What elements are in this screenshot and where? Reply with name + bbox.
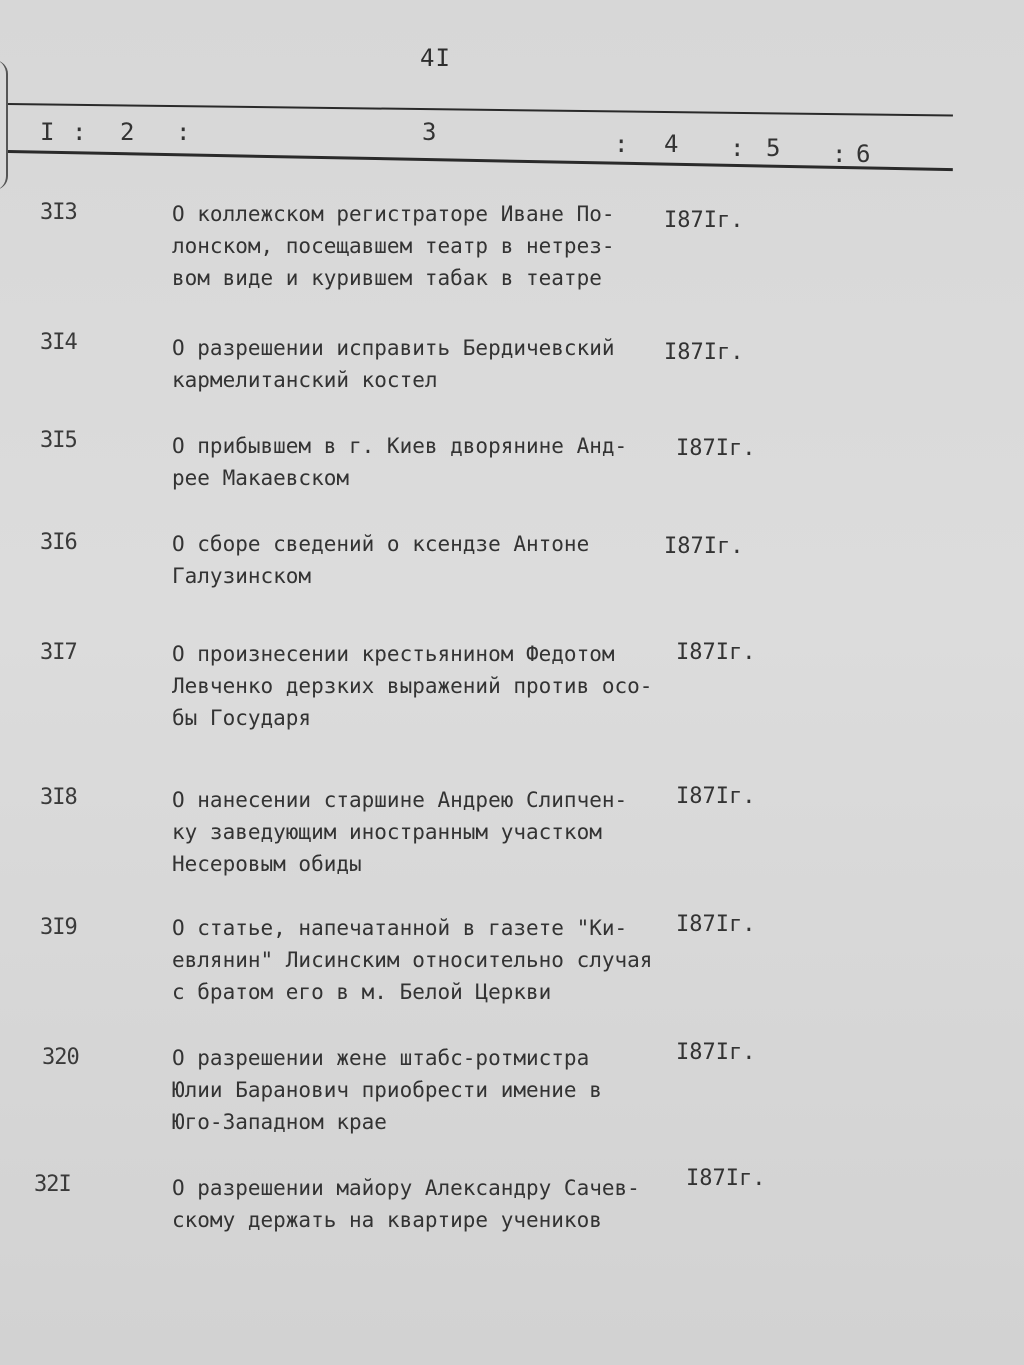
page-number: 4I xyxy=(420,44,451,72)
entry-title-line: О статье, напечатанной в газете "Ки- xyxy=(172,916,628,940)
column-separator: : xyxy=(176,118,191,146)
entry-number: 32I xyxy=(34,1172,71,1197)
entry-title-line: лонском, посещавшем театр в нетрез- xyxy=(172,234,615,258)
entry-title-line: Левченко дерзких выражений против осо- xyxy=(172,674,653,698)
entry-year: I87Iг. xyxy=(664,340,744,365)
entry-year: I87Iг. xyxy=(676,436,756,461)
column-header-2: 2 xyxy=(120,118,135,146)
entry-number: 3I5 xyxy=(40,428,77,453)
margin-curve xyxy=(0,60,8,190)
entry-number: 3I3 xyxy=(40,200,77,225)
entry-title xyxy=(172,912,672,1008)
entry-title-line: О разрешении жене штабс-ротмистра xyxy=(172,1046,590,1070)
entry-title-line: О разрешении майору Александру Сачев- xyxy=(172,1176,640,1200)
column-header-3: 3 xyxy=(422,118,437,146)
entry-number: 320 xyxy=(42,1045,79,1070)
entry-title-line: рее Макаевском xyxy=(172,466,350,490)
entry-title-line: Юлии Баранович приобрести имение в xyxy=(172,1078,602,1102)
entry-number: 3I7 xyxy=(40,640,77,665)
entry-title-line: ку заведующим иностранным участком xyxy=(172,820,602,844)
column-separator: : xyxy=(614,130,629,158)
entry-title-line: Юго-Западном крае xyxy=(172,1110,387,1134)
entry-title-line: кармелитанский костел xyxy=(172,368,438,392)
entry-title-line: вом виде и курившем табак в театре xyxy=(172,266,602,290)
entry-number: 3I4 xyxy=(40,330,77,355)
column-header-6: 6 xyxy=(856,140,871,168)
entry-title xyxy=(172,1172,672,1236)
entry-title xyxy=(172,1042,672,1138)
entry-title-line: О разрешении исправить Бердичевский xyxy=(172,336,615,360)
header-bottom-rule xyxy=(8,150,953,171)
entry-title-line: с братом его в м. Белой Церкви xyxy=(172,980,552,1004)
entry-title-line: О коллежском регистраторе Иване По- xyxy=(172,202,615,226)
entry-number: 3I9 xyxy=(40,915,77,940)
entry-year: I87Iг. xyxy=(664,208,744,233)
entry-title xyxy=(172,784,672,880)
entry-title xyxy=(172,638,672,734)
entry-number: 3I8 xyxy=(40,785,77,810)
entry-title xyxy=(172,198,672,294)
entry-number: 3I6 xyxy=(40,530,77,555)
entry-title xyxy=(172,528,672,592)
entry-title-line: скому держать на квартире учеников xyxy=(172,1208,602,1232)
entry-title-line: евлянин" Лисинским относительно случая xyxy=(172,948,653,972)
header-top-rule xyxy=(8,103,953,117)
entry-title-line: О прибывшем в г. Киев дворянине Анд- xyxy=(172,434,628,458)
entry-title-line: бы Государя xyxy=(172,706,312,730)
entry-title-line: О сборе сведений о ксендзе Антоне xyxy=(172,532,590,556)
column-separator: : xyxy=(730,134,745,162)
entry-year: I87Iг. xyxy=(676,1040,756,1065)
column-header-5: 5 xyxy=(766,134,781,162)
entry-title xyxy=(172,430,672,494)
column-separator: : xyxy=(832,140,847,168)
entry-year: I87Iг. xyxy=(686,1166,766,1191)
entry-year: I87Iг. xyxy=(664,534,744,559)
column-header-4: 4 xyxy=(664,130,679,158)
entry-year: I87Iг. xyxy=(676,912,756,937)
column-header-1: I xyxy=(40,118,55,146)
column-separator: : xyxy=(72,118,87,146)
entry-title-line: Галузинском xyxy=(172,564,312,588)
entry-title xyxy=(172,332,672,396)
entry-year: I87Iг. xyxy=(676,640,756,665)
entry-year: I87Iг. xyxy=(676,784,756,809)
entry-title-line: О произнесении крестьянином Федотом xyxy=(172,642,615,666)
entry-title-line: О нанесении старшине Андрею Слипчен- xyxy=(172,788,628,812)
entry-title-line: Несеровым обиды xyxy=(172,852,362,876)
